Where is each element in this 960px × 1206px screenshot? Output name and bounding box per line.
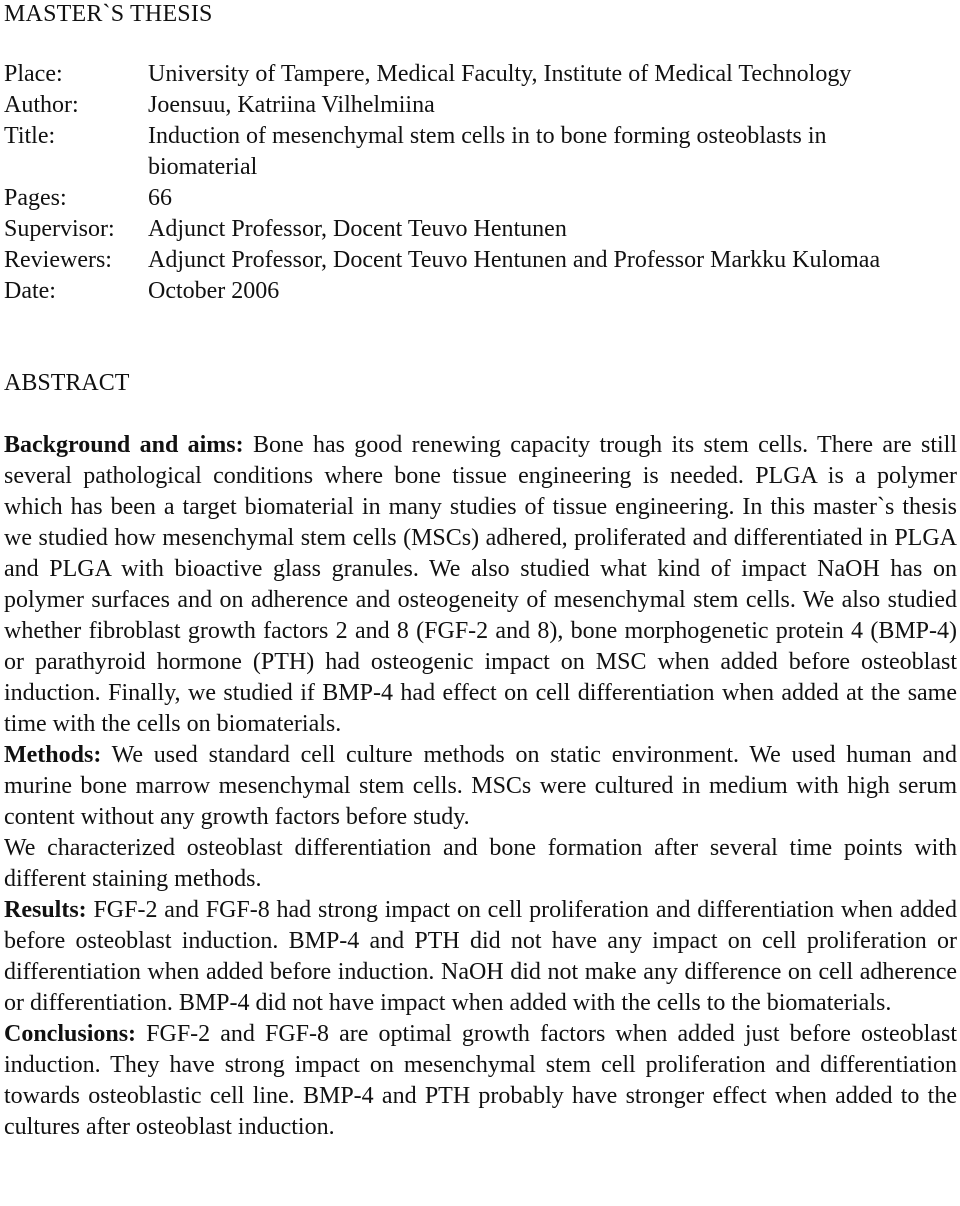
meta-label-pages: Pages: [4,185,67,211]
meta-row-supervisor [4,214,954,245]
thesis-metadata [4,59,954,307]
meta-label-title: Title: [4,123,56,149]
meta-label-date: Date: [4,278,56,304]
meta-row-pages [4,183,954,214]
meta-row-author [4,90,954,121]
meta-label-supervisor: Supervisor: [4,216,115,242]
abstract-body [4,430,957,1143]
meta-value-supervisor: Adjunct Professor, Docent Teuvo Hentunen [148,216,567,242]
background-label: Background and aims: [4,432,244,458]
abstract-conclusions-paragraph [4,1019,957,1143]
conclusions-text: FGF-2 and FGF-8 are optimal growth factors when added just before osteoblast induction. They have strong impact on mesenchymal stem cell proliferation and differentiation towards osteoblastic cell line. BMP-4 and PTH probably have stronger effect when added to the cultures after osteoblast induction. [4,1021,957,1140]
abstract-results-paragraph [4,895,957,1019]
background-text: Bone has good renewing capacity trough its stem cells. There are still several pathological conditions where bone tissue engineering is needed. PLGA is a polymer which has been a target biomaterial in many studies of tissue engineering. In this master`s thesis we studied how mesenchymal stem cells (MSCs) adhered, proliferated and differentiated in PLGA and PLGA with bioactive glass granules. We also studied what kind of impact NaOH has on polymer surfaces and on adherence and osteogeneity of mesenchymal stem cells. We also studied whether fibroblast growth factors 2 and 8 (FGF-2 and 8), bone morphogenetic protein 4 (BMP-4) or parathyroid hormone (PTH) had osteogenic impact on MSC when added before osteoblast induction. Finally, we studied if BMP-4 had effect on cell differentiation when added at the same time with the cells on biomaterials. [4,432,957,737]
methods-label: Methods: [4,742,102,768]
document-title: MASTER`S THESIS [4,1,213,27]
meta-value-reviewers: Adjunct Professor, Docent Teuvo Hentunen and Professor Markku Kulomaa [148,247,881,273]
meta-row-reviewers [4,245,954,276]
abstract-heading: ABSTRACT [4,370,130,396]
meta-label-place: Place: [4,61,63,87]
meta-row-place [4,59,954,90]
abstract-methods-paragraph [4,740,957,833]
meta-row-title [4,121,954,183]
abstract-background-paragraph [4,430,957,740]
methods-text: We used standard cell culture methods on static environment. We used human and murine bone marrow mesenchymal stem cells. MSCs were cultured in medium with high serum content without any growth factors before study. [4,742,957,830]
meta-value-title: Induction of mesenchymal stem cells in to bone forming osteoblasts in biomaterial [148,123,827,180]
meta-value-author: Joensuu, Katriina Vilhelmiina [148,92,435,118]
meta-value-date: October 2006 [148,278,280,304]
results-label: Results: [4,897,87,923]
abstract-methods-extra-paragraph: We characterized osteoblast differentiation and bone formation after several time points with different staining methods. [4,835,957,892]
meta-label-reviewers: Reviewers: [4,247,112,273]
meta-row-date [4,276,954,307]
meta-value-place: University of Tampere, Medical Faculty, Institute of Medical Technology [148,61,852,87]
meta-value-pages: 66 [148,185,172,211]
results-text: FGF-2 and FGF-8 had strong impact on cell proliferation and differentiation when added before osteoblast induction. BMP-4 and PTH did not have any impact on cell proliferation or differentiation when added before induction. NaOH did not make any difference on cell adherence or differentiation. BMP-4 did not have impact when added with the cells to the biomaterials. [4,897,957,1016]
meta-label-author: Author: [4,92,79,118]
conclusions-label: Conclusions: [4,1021,137,1047]
